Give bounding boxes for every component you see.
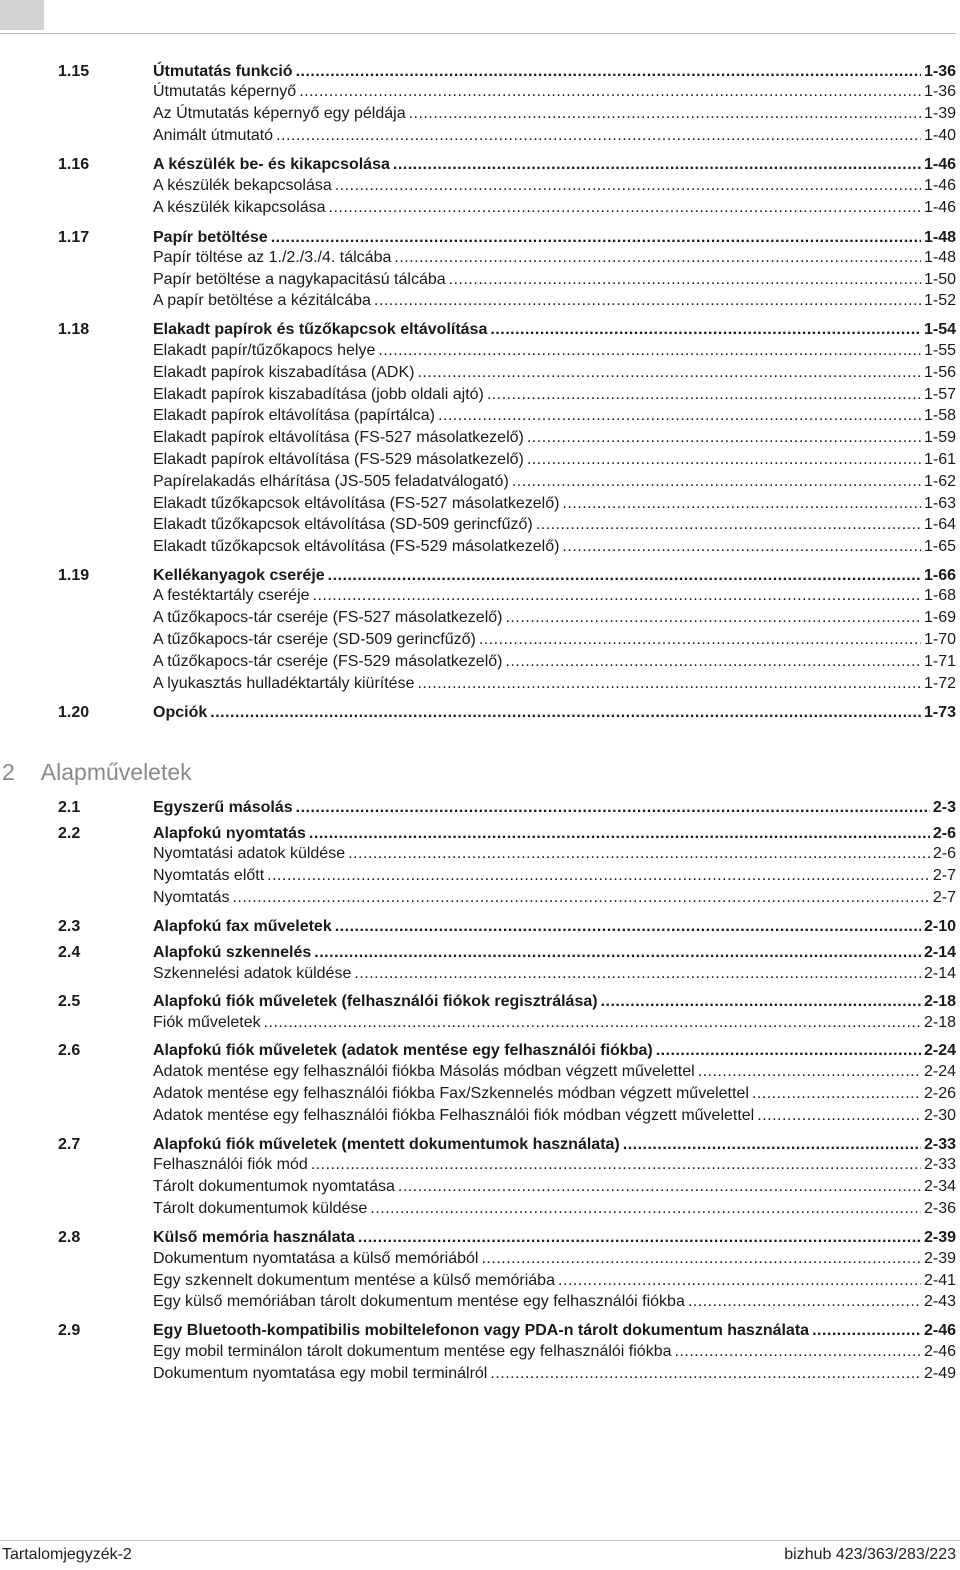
toc-entry-title: Egyszerű másolás (153, 799, 293, 816)
toc-dot-leader (210, 703, 921, 723)
toc-dot-leader (271, 228, 921, 248)
toc-section-entry[interactable] (58, 943, 956, 963)
toc-entry-number: 2.7 (58, 1136, 81, 1153)
toc-subentry[interactable] (58, 406, 956, 426)
toc-entry-page: 2-34 (923, 1178, 956, 1195)
toc-subentry[interactable] (58, 104, 956, 124)
toc-entry-title: Opciók (153, 704, 208, 721)
toc-entry-page: 2-26 (923, 1085, 956, 1102)
toc-subentry[interactable] (58, 1177, 956, 1197)
toc-subentry[interactable] (58, 291, 956, 311)
chapter-number: 2 (2, 759, 15, 785)
toc-subentry[interactable] (58, 515, 956, 535)
toc-dot-leader (328, 566, 921, 586)
toc-entry-page: 1-46 (923, 199, 956, 216)
toc-entry-page: 1-54 (923, 321, 956, 338)
toc-section-entry[interactable] (58, 320, 956, 340)
toc-section-entry[interactable] (58, 228, 956, 248)
toc-subentry[interactable] (58, 1342, 956, 1362)
toc-subentry[interactable] (58, 586, 956, 606)
toc-dot-leader (409, 104, 921, 124)
toc-dot-leader (276, 126, 921, 146)
toc-subentry[interactable] (58, 428, 956, 448)
toc-dot-leader (487, 385, 921, 405)
toc-dot-leader (417, 363, 921, 383)
toc-section-entry[interactable] (58, 566, 956, 586)
toc-entry-page: 1-72 (923, 675, 956, 692)
toc-dot-leader (562, 494, 921, 514)
toc-entry-page: 2-24 (923, 1042, 956, 1059)
toc-entry-page: 2-3 (932, 799, 956, 816)
toc-entry-page: 1-52 (923, 292, 956, 309)
toc-dot-leader (311, 1155, 921, 1175)
toc-section-entry[interactable] (58, 917, 956, 937)
footer-rule (0, 1540, 960, 1541)
toc-subentry[interactable] (58, 450, 956, 470)
toc-dot-leader (438, 406, 921, 426)
toc-entry-page: 2-41 (923, 1272, 956, 1289)
toc-dot-leader (656, 1041, 921, 1061)
toc-entry-page: 1-73 (923, 704, 956, 721)
toc-entry-title: Tárolt dokumentumok nyomtatása (153, 1178, 395, 1195)
toc-dot-leader (309, 824, 930, 844)
toc-entry-page: 1-57 (923, 386, 956, 403)
toc-subentry[interactable] (58, 1271, 956, 1291)
toc-entry-page: 1-39 (923, 105, 956, 122)
toc-entry-title: Elakadt papírok eltávolítása (papírtálca) (153, 407, 435, 424)
toc-subentry[interactable] (58, 888, 956, 908)
toc-entry-title: Elakadt papírok kiszabadítása (ADK) (153, 364, 415, 381)
toc-entry-page: 2-7 (932, 867, 956, 884)
toc-subentry[interactable] (58, 1199, 956, 1219)
toc-dot-leader (314, 943, 921, 963)
toc-subentry[interactable] (58, 1249, 956, 1269)
toc-entry-page: 2-7 (932, 889, 956, 906)
toc-entry-title: Elakadt papír/tűzőkapocs helye (153, 342, 376, 359)
toc-dot-leader (562, 537, 921, 557)
toc-subentry[interactable] (58, 537, 956, 557)
toc-entry-page: 1-46 (923, 177, 956, 194)
toc-dot-leader (490, 320, 921, 340)
toc-entry-page: 1-66 (923, 567, 956, 584)
toc-section-entry[interactable] (58, 798, 956, 818)
toc-dot-leader (505, 608, 920, 628)
toc-entry-page: 1-71 (923, 653, 956, 670)
toc-entry-page: 2-6 (932, 845, 956, 862)
toc-dot-leader (313, 586, 921, 606)
toc-section-entry[interactable] (58, 1228, 956, 1248)
toc-entry-page: 1-46 (923, 156, 956, 173)
toc-entry-title: Alapfokú fiók műveletek (mentett dokumentumok használata) (153, 1136, 620, 1153)
toc-dot-leader (512, 472, 921, 492)
toc-entry-page: 2-18 (923, 1014, 956, 1031)
toc-subentry[interactable] (58, 866, 956, 886)
toc-entry-title: Elakadt tűzőkapcsok eltávolítása (SD-509 gerincfűző) (153, 516, 533, 533)
toc-entry-title: A lyukasztás hulladéktartály kiürítése (153, 675, 415, 692)
toc-entry-page: 1-68 (923, 587, 956, 604)
toc-entry-page: 1-69 (923, 609, 956, 626)
toc-entry-page: 2-39 (923, 1250, 956, 1267)
toc-entry-page: 1-59 (923, 429, 956, 446)
toc-entry-number: 1.20 (58, 704, 90, 721)
toc-entry-title: Elakadt tűzőkapcsok eltávolítása (FS-529 másolatkezelő) (153, 538, 560, 555)
toc-entry-title: Egy Bluetooth-kompatibilis mobiltelefonon vagy PDA-n tárolt dokumentum használata (153, 1322, 810, 1339)
toc-subentry[interactable] (58, 82, 956, 102)
toc-dot-leader (527, 428, 921, 448)
toc-dot-leader (394, 248, 921, 268)
toc-entry-page: 2-43 (923, 1293, 956, 1310)
toc-entry-title: Tárolt dokumentumok küldése (153, 1200, 368, 1217)
toc-section-entry[interactable] (58, 1135, 956, 1155)
toc-subentry[interactable] (58, 674, 956, 694)
toc-entry-number: 2.5 (58, 993, 81, 1010)
toc-entry-title: Külső memória használata (153, 1229, 355, 1246)
toc-entry-title: A tűzőkapocs-tár cseréje (FS-527 másolatkezelő) (153, 609, 503, 626)
toc-dot-leader (757, 1106, 921, 1126)
toc-subentry[interactable] (58, 1062, 956, 1082)
toc-entry-page: 1-70 (923, 631, 956, 648)
toc-entry-page: 2-14 (923, 965, 956, 982)
toc-entry-page: 1-58 (923, 407, 956, 424)
toc-entry-number: 2.1 (58, 799, 81, 816)
toc-entry-title: Nyomtatás (153, 889, 230, 906)
toc-entry-page: 2-6 (932, 825, 956, 842)
toc-dot-leader (354, 964, 921, 984)
toc-dot-leader (698, 1062, 921, 1082)
toc-dot-leader (370, 1199, 921, 1219)
toc-entry-page: 2-18 (923, 993, 956, 1010)
toc-entry-page: 1-50 (923, 271, 956, 288)
toc-entry-title: Elakadt papírok és tűzőkapcsok eltávolítása (153, 321, 488, 338)
toc-dot-leader (417, 674, 921, 694)
toc-entry-title: Dokumentum nyomtatása egy mobil terminálról (153, 1365, 488, 1382)
toc-entry-title: A tűzőkapocs-tár cseréje (FS-529 másolatkezelő) (153, 653, 503, 670)
toc-entry-page: 1-55 (923, 342, 956, 359)
toc-entry-title: A készülék be- és kikapcsolása (153, 156, 390, 173)
toc-dot-leader (378, 341, 921, 361)
toc-dot-leader (536, 515, 921, 535)
toc-entry-page: 1-36 (923, 63, 956, 80)
toc-entry-number: 2.2 (58, 825, 81, 842)
toc-entry-page: 1-65 (923, 538, 956, 555)
toc-subentry[interactable] (58, 1364, 956, 1384)
toc-dot-leader (348, 844, 930, 864)
toc-entry-number: 2.3 (58, 918, 81, 935)
toc-dot-leader (601, 992, 921, 1012)
toc-dot-leader (558, 1271, 921, 1291)
toc-section-entry[interactable] (58, 1321, 956, 1341)
toc-entry-title: Elakadt papírok eltávolítása (FS-529 másolatkezelő) (153, 451, 524, 468)
toc-section-entry[interactable] (58, 1041, 956, 1061)
toc-dot-leader (812, 1321, 921, 1341)
toc-entry-title: A tűzőkapocs-tár cseréje (SD-509 gerincfűző) (153, 631, 476, 648)
toc-entry-title: Fiók műveletek (153, 1014, 261, 1031)
toc-dot-leader (335, 176, 921, 196)
toc-dot-leader (688, 1292, 921, 1312)
toc-entry-title: Felhasználói fiók mód (153, 1156, 308, 1173)
toc-section-entry[interactable] (58, 703, 956, 723)
toc-subentry[interactable] (58, 1292, 956, 1312)
toc-subentry[interactable] (58, 608, 956, 628)
toc-entry-title: Animált útmutató (153, 127, 274, 144)
toc-entry-number: 2.9 (58, 1322, 81, 1339)
toc-entry-title: Adatok mentése egy felhasználói fiókba Másolás módban végzett művelettel (153, 1063, 695, 1080)
footer-product-name: bizhub 423/363/283/223 (784, 1546, 956, 1563)
toc-entry-page: 2-46 (923, 1322, 956, 1339)
toc-entry-page: 2-14 (923, 944, 956, 961)
toc-subentry[interactable] (58, 652, 956, 672)
toc-subentry[interactable] (58, 363, 956, 383)
toc-entry-title: Alapfokú fiók műveletek (adatok mentése egy felhasználói fiókba) (153, 1042, 653, 1059)
toc-entry-title: Alapfokú nyomtatás (153, 825, 306, 842)
toc-entry-title: Elakadt tűzőkapcsok eltávolítása (FS-527 másolatkezelő) (153, 495, 560, 512)
toc-dot-leader (449, 270, 921, 290)
toc-entry-title: Papír betöltése a nagykapacitású tálcába (153, 271, 446, 288)
toc-section-entry[interactable] (58, 62, 956, 82)
toc-dot-leader (505, 652, 920, 672)
toc-entry-title: Szkennelési adatok küldése (153, 965, 352, 982)
toc-entry-page: 2-39 (923, 1229, 956, 1246)
toc-dot-leader (527, 450, 921, 470)
toc-entry-title: Alapfokú fiók műveletek (felhasználói fiókok regisztrálása) (153, 993, 598, 1010)
toc-entry-title: Nyomtatás előtt (153, 867, 265, 884)
toc-entry-title: Dokumentum nyomtatása a külső memóriából (153, 1250, 479, 1267)
toc-entry-page: 2-49 (923, 1365, 956, 1382)
toc-entry-number: 2.4 (58, 944, 81, 961)
toc-entry-page: 1-40 (923, 127, 956, 144)
toc-entry-page: 1-61 (923, 451, 956, 468)
toc-subentry[interactable] (58, 1106, 956, 1126)
toc-dot-leader (393, 155, 921, 175)
toc-entry-title: Papír betöltése (153, 229, 268, 246)
toc-entry-number: 1.19 (58, 567, 90, 584)
toc-dot-leader (374, 291, 921, 311)
toc-subentry[interactable] (58, 1013, 956, 1033)
toc-entry-title: Útmutatás funkció (153, 63, 293, 80)
toc-entry-page: 2-36 (923, 1200, 956, 1217)
toc-subentry[interactable] (58, 964, 956, 984)
toc-subentry[interactable] (58, 472, 956, 492)
toc-dot-leader (299, 82, 921, 102)
toc-subentry[interactable] (58, 844, 956, 864)
toc-entry-title: Egy külső memóriában tárolt dokumentum mentése egy felhasználói fiókba (153, 1293, 685, 1310)
toc-entry-page: 1-63 (923, 495, 956, 512)
toc-dot-leader (296, 798, 930, 818)
toc-entry-page: 2-24 (923, 1063, 956, 1080)
toc-entry-number: 1.18 (58, 321, 90, 338)
toc-entry-title: Alapfokú fax műveletek (153, 918, 332, 935)
toc-entry-title: Alapfokú szkennelés (153, 944, 312, 961)
toc-dot-leader (329, 198, 921, 218)
toc-dot-leader (752, 1084, 921, 1104)
toc-dot-leader (335, 917, 921, 937)
toc-entry-page: 1-48 (923, 229, 956, 246)
toc-subentry[interactable] (58, 248, 956, 268)
toc-entry-page: 1-64 (923, 516, 956, 533)
toc-section-entry[interactable] (58, 992, 956, 1012)
toc-entry-title: A festéktartály cseréje (153, 587, 310, 604)
toc-dot-leader (267, 866, 930, 886)
toc-entry-title: A készülék kikapcsolása (153, 199, 326, 216)
toc-entry-number: 1.16 (58, 156, 90, 173)
toc-entry-title: Az Útmutatás képernyő egy példája (153, 105, 406, 122)
footer-page-label: Tartalomjegyzék-2 (2, 1546, 132, 1563)
toc-entry-title: Útmutatás képernyő (153, 83, 297, 100)
toc-entry-title: Elakadt papírok kiszabadítása (jobb oldali ajtó) (153, 386, 484, 403)
toc-subentry[interactable] (58, 630, 956, 650)
toc-dot-leader (358, 1228, 921, 1248)
toc-entry-title: Adatok mentése egy felhasználói fiókba Fax/Szkennelés módban végzett művelettel (153, 1085, 749, 1102)
toc-dot-leader (623, 1135, 921, 1155)
toc-dot-leader (264, 1013, 921, 1033)
toc-entry-page: 1-62 (923, 473, 956, 490)
toc-entry-number: 2.8 (58, 1229, 81, 1246)
toc-entry-title: A papír betöltése a kézitálcába (153, 292, 371, 309)
toc-entry-title: Nyomtatási adatok küldése (153, 845, 346, 862)
toc-entry-title: Egy szkennelt dokumentum mentése a külső memóriába (153, 1272, 555, 1289)
toc-entry-page: 2-10 (923, 918, 956, 935)
toc-entry-title: Adatok mentése egy felhasználói fiókba Felhasználói fiók módban végzett művelettel (153, 1107, 755, 1124)
toc-subentry[interactable] (58, 385, 956, 405)
toc-entry-title: Papír töltése az 1./2./3./4. tálcába (153, 249, 392, 266)
toc-entry-title: A készülék bekapcsolása (153, 177, 332, 194)
toc-entry-page: 1-56 (923, 364, 956, 381)
toc-entry-page: 2-30 (923, 1107, 956, 1124)
toc-entry-page: 1-36 (923, 83, 956, 100)
toc-dot-leader (398, 1177, 921, 1197)
toc-dot-leader (675, 1342, 921, 1362)
toc-dot-leader (479, 630, 921, 650)
toc-subentry[interactable] (58, 126, 956, 146)
toc-subentry[interactable] (58, 341, 956, 361)
toc-entry-page: 2-33 (923, 1136, 956, 1153)
toc-subentry[interactable] (58, 1084, 956, 1104)
toc-entry-page: 2-46 (923, 1343, 956, 1360)
toc-entry-title: Elakadt papírok eltávolítása (FS-527 másolatkezelő) (153, 429, 524, 446)
toc-section-entry[interactable] (58, 155, 956, 175)
toc-subentry[interactable] (58, 1155, 956, 1175)
toc-entry-number: 1.17 (58, 229, 90, 246)
toc-dot-leader (296, 62, 921, 82)
toc-subentry[interactable] (58, 198, 956, 218)
toc-subentry[interactable] (58, 270, 956, 290)
toc-section-entry[interactable] (58, 824, 956, 844)
toc-entry-title: Egy mobil terminálon tárolt dokumentum mentése egy felhasználói fiókba (153, 1343, 672, 1360)
toc-dot-leader (481, 1249, 920, 1269)
toc-entry-title: Kellékanyagok cseréje (153, 567, 325, 584)
chapter-title: Alapműveletek (40, 759, 192, 785)
toc-entry-page: 1-48 (923, 249, 956, 266)
toc-entry-number: 1.15 (58, 63, 90, 80)
toc-entry-title: Papírelakadás elhárítása (JS-505 feladatválogató) (153, 473, 509, 490)
toc-entry-number: 2.6 (58, 1042, 81, 1059)
toc-subentry[interactable] (58, 494, 956, 514)
toc-entry-page: 2-33 (923, 1156, 956, 1173)
toc-subentry[interactable] (58, 176, 956, 196)
toc-dot-leader (232, 888, 929, 908)
toc-dot-leader (490, 1364, 921, 1384)
